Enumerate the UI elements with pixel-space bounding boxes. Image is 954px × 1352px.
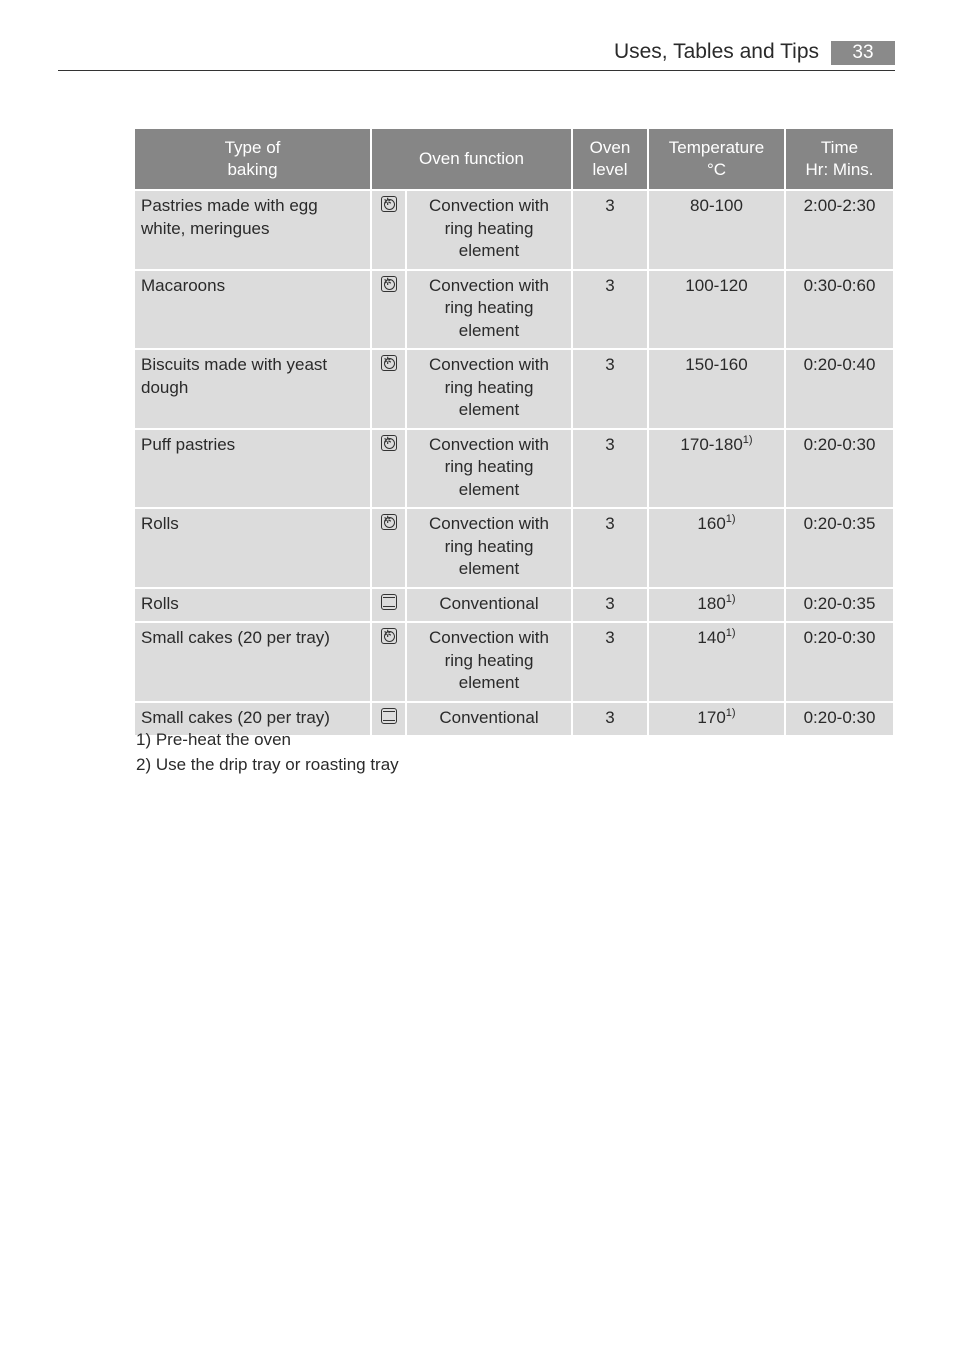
cell-function: Conventional [407,589,571,622]
column-header-temperature: Temperature °C [649,129,784,189]
fan-ring-icon [381,628,397,644]
cell-temperature: 150-160 [649,350,784,428]
footnotes [136,727,399,777]
cell-type: Pastries made with egg white, meringues [135,191,370,269]
cell-level: 3 [573,191,647,269]
cell-temperature: 100-120 [649,271,784,349]
cell-temperature: 170$^{1)}$ [649,703,784,736]
cell-time: 0:20-0:40 [786,350,893,428]
cell-time: 0:20-0:35 [786,509,893,587]
cell-time: 2:00-2:30 [786,191,893,269]
cell-level: 3 [573,350,647,428]
table-row [135,350,893,428]
table-row [135,430,893,508]
cell-time: 0:30-0:60 [786,271,893,349]
cell-level: 3 [573,271,647,349]
cell-level: 3 [573,430,647,508]
table-row [135,623,893,701]
cell-time: 0:20-0:30 [786,623,893,701]
fan-ring-icon [381,514,397,530]
cell-level: 3 [573,703,647,736]
cell-type: Rolls [135,509,370,587]
conventional-icon [381,708,397,724]
page-number: 33 [831,41,895,65]
cell-function: Conventional [407,703,571,736]
footnote-1: 1) Pre-heat the oven [136,730,291,749]
cell-temperature: 160$^{1)}$ [649,509,784,587]
cell-type: Biscuits made with yeast dough [135,350,370,428]
table-row [135,589,893,622]
cell-temperature: 140$^{1)}$ [649,623,784,701]
cell-type: Small cakes (20 per tray) [135,623,370,701]
cell-temperature: 180$^{1)}$ [649,589,784,622]
cell-temperature: 170-180$^{1)}$ [649,430,784,508]
column-header-level: Oven level [573,129,647,189]
table-row [135,509,893,587]
cell-function: Convection with ring heating element [407,350,571,428]
conventional-icon [381,594,397,610]
table-header-row [135,129,893,189]
fan-ring-icon [381,435,397,451]
cell-level: 3 [573,589,647,622]
column-header-type: Type of baking [135,129,370,189]
cell-type: Small cakes (20 per tray) [135,703,370,736]
cell-type: Macaroons [135,271,370,349]
footnote-2: 2) Use the drip tray or roasting tray [136,755,399,774]
column-header-function: Oven function [372,129,571,189]
cell-function: Convection with ring heating element [407,623,571,701]
fan-ring-icon [381,276,397,292]
fan-ring-icon [381,355,397,371]
table-row [135,191,893,269]
cell-temperature: 80-100 [649,191,784,269]
table-row [135,271,893,349]
page-header [58,38,895,71]
cell-function: Convection with ring heating element [407,271,571,349]
cell-type: Rolls [135,589,370,622]
column-header-time: Time Hr: Mins. [786,129,893,189]
fan-ring-icon [381,196,397,212]
cell-function: Convection with ring heating element [407,509,571,587]
cell-function: Convection with ring heating element [407,430,571,508]
cell-function: Convection with ring heating element [407,191,571,269]
cell-time: 0:20-0:30 [786,703,893,736]
cell-level: 3 [573,509,647,587]
section-title: Uses, Tables and Tips [613,40,819,63]
cell-time: 0:20-0:30 [786,430,893,508]
cell-time: 0:20-0:35 [786,589,893,622]
baking-table [133,127,895,737]
cell-level: 3 [573,623,647,701]
cell-type: Puff pastries [135,430,370,508]
